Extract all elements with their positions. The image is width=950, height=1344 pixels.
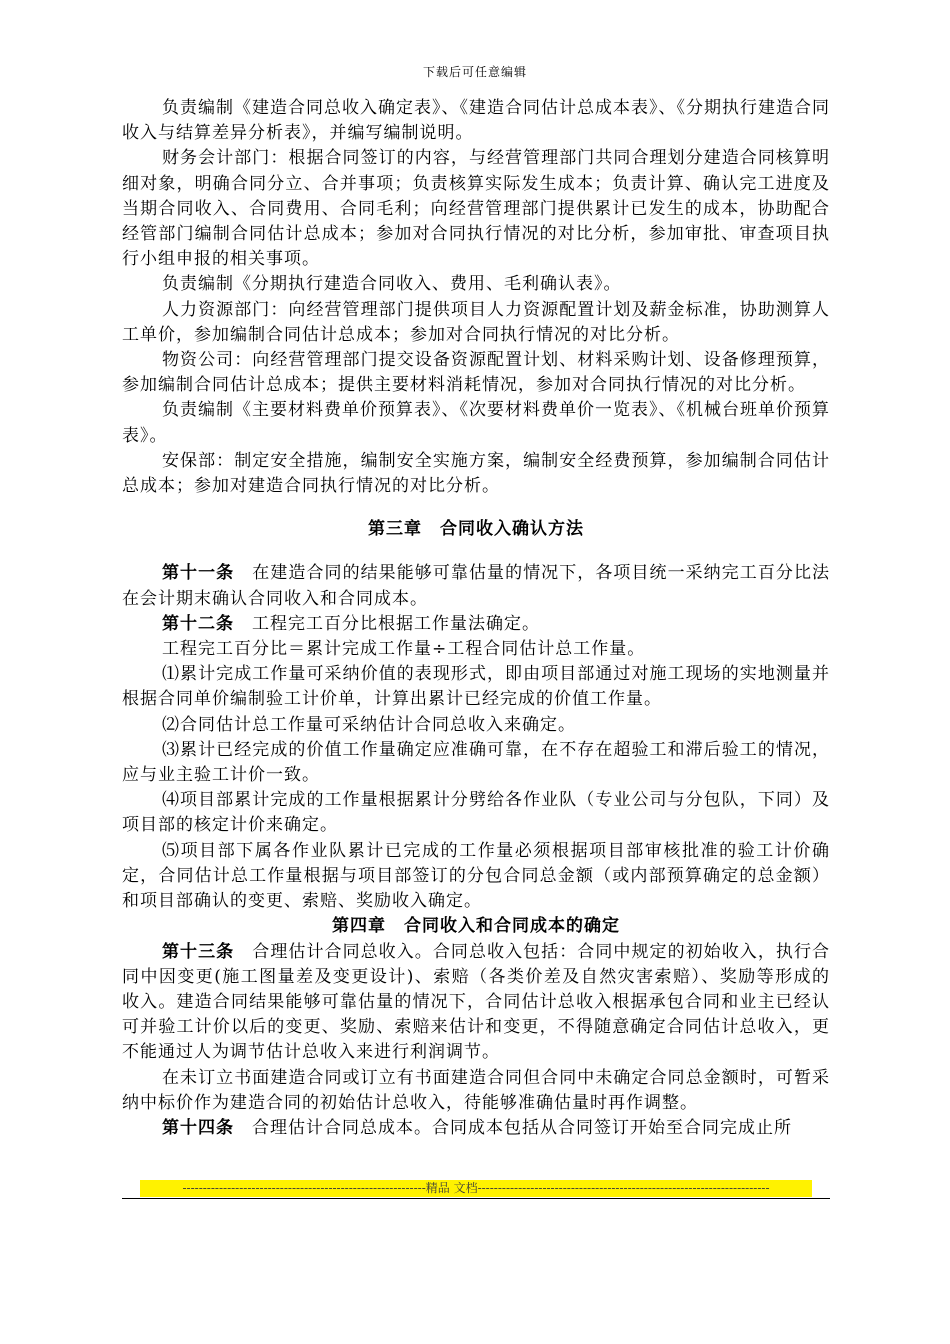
article-label: 第十二条 <box>162 613 234 634</box>
paragraph: 负责编制《主要材料费单价预算表》、《次要材料费单价一览表》、《机械台班单价预算表》。 <box>122 400 830 446</box>
article-text: 合理估计合同总成本。合同成本包括从合同签订开始至合同完成止所 <box>234 1117 792 1138</box>
list-item: ⑶累计已经完成的价值工作量确定应准确可靠，在不存在超验工和滞后验工的情况，应与业主验工计价一致。 <box>122 739 830 786</box>
article-label: 第十一条 <box>162 563 235 584</box>
list-item: ⑵合同估计总工作量可采纳估计合同总收入来确定。 <box>162 714 576 735</box>
paragraph: 财务会计部门：根据合同签订的内容，与经营管理部门共同合理划分建造合同核算明细对象，明确合同分立、合并事项；负责核算实际发生成本；负责计算、确认完工进度及当期合同收入、合同费用、合同毛利；向经营管理部门提供累计已发生的成本，协助配合经管部门编制合同估计总成本；参加对合同执行情况的对比分析，参加审批、审查项目执行小组申报的相关事项。 <box>122 148 830 270</box>
paragraph: 工程完工百分比＝累计完成工作量÷工程合同估计总工作量。 <box>162 639 646 660</box>
document-body <box>122 96 830 1141</box>
article-text: 在建造合同的结果能够可靠估量的情况下，各项目统一采纳完工百分比法在会计期末确认合同收入和合同成本。 <box>122 563 831 609</box>
paragraph: 人力资源部门：向经营管理部门提供项目人力资源配置计划及薪金标准，协助测算人工单价，参加编制合同估计总成本；参加对合同执行情况的对比分析。 <box>122 299 830 345</box>
article-label: 第十四条 <box>162 1117 234 1138</box>
article-11 <box>122 561 830 611</box>
footer-divider <box>122 1198 830 1199</box>
article-label: 第十三条 <box>162 941 235 962</box>
paragraph: 在未订立书面建造合同或订立有书面建造合同但合同中未确定合同总金额时，可暂采纳中标价作为建造合同的初始估计总收入，待能够准确估量时再作调整。 <box>122 1067 830 1113</box>
article-text: 合理估计合同总收入。合同总收入包括：合同中规定的初始收入，执行合同中因变更(施工图量差及变更设计)、索赔（各类价差及自然灾害索赔）、奖励等形成的收入。建造合同结果能够可靠估量的情况下，合同估计总收入根据承包合同和业主已经认可并验工计价以后的变更、奖励、索赔来估计和变更，不得随意确定合同估计总收入，更不能通过人为调节估计总收入来进行利润调节。 <box>122 941 831 1063</box>
list-item: ⑸项目部下属各作业队累计已完成的工作量必须根据项目部审核批准的验工计价确定，合同估计总工作量根据与项目部签订的分包合同总金额（或内部预算确定的总金额）和项目部确认的变更、索赔、奖励收入确定。 <box>122 840 830 912</box>
paragraph: 负责编制《分期执行建造合同收入、费用、毛利确认表》。 <box>162 274 622 295</box>
page-footer: ------------------------------------------------------------精品 文档------------------------------------------------------------------------ <box>182 1181 770 1195</box>
list-item: ⑴累计完成工作量可采纳价值的表现形式，即由项目部通过对施工现场的实地测量并根据合同单价编制验工计价单，计算出累计已经完成的价值工作量。 <box>122 664 830 710</box>
chapter-heading: 第三章 合同收入确认方法 <box>368 519 584 540</box>
page-header: 下载后可任意编辑 <box>422 65 527 79</box>
article-text: 工程完工百分比根据工作量法确定。 <box>234 613 540 634</box>
article-12 <box>122 612 830 637</box>
paragraph: 安保部：制定安全措施，编制安全实施方案，编制安全经费预算，参加编制合同估计总成本；参加对建造合同执行情况的对比分析。 <box>122 450 830 497</box>
article-13 <box>122 940 830 1066</box>
chapter-heading: 第四章 合同收入和合同成本的确定 <box>332 916 620 937</box>
paragraph: 负责编制《建造合同总收入确定表》、《建造合同估计总成本表》、《分期执行建造合同收入与结算差异分析表》，并编写编制说明。 <box>122 98 830 144</box>
list-item: ⑷项目部累计完成的工作量根据累计分劈给各作业队（专业公司与分包队，下同）及项目部的核定计价来确定。 <box>122 790 830 836</box>
article-14 <box>122 1116 830 1141</box>
paragraph: 物资公司：向经营管理部门提交设备资源配置计划、材料采购计划、设备修理预算，参加编制合同估计总成本；提供主要材料消耗情况，参加对合同执行情况的对比分析。 <box>122 350 830 396</box>
